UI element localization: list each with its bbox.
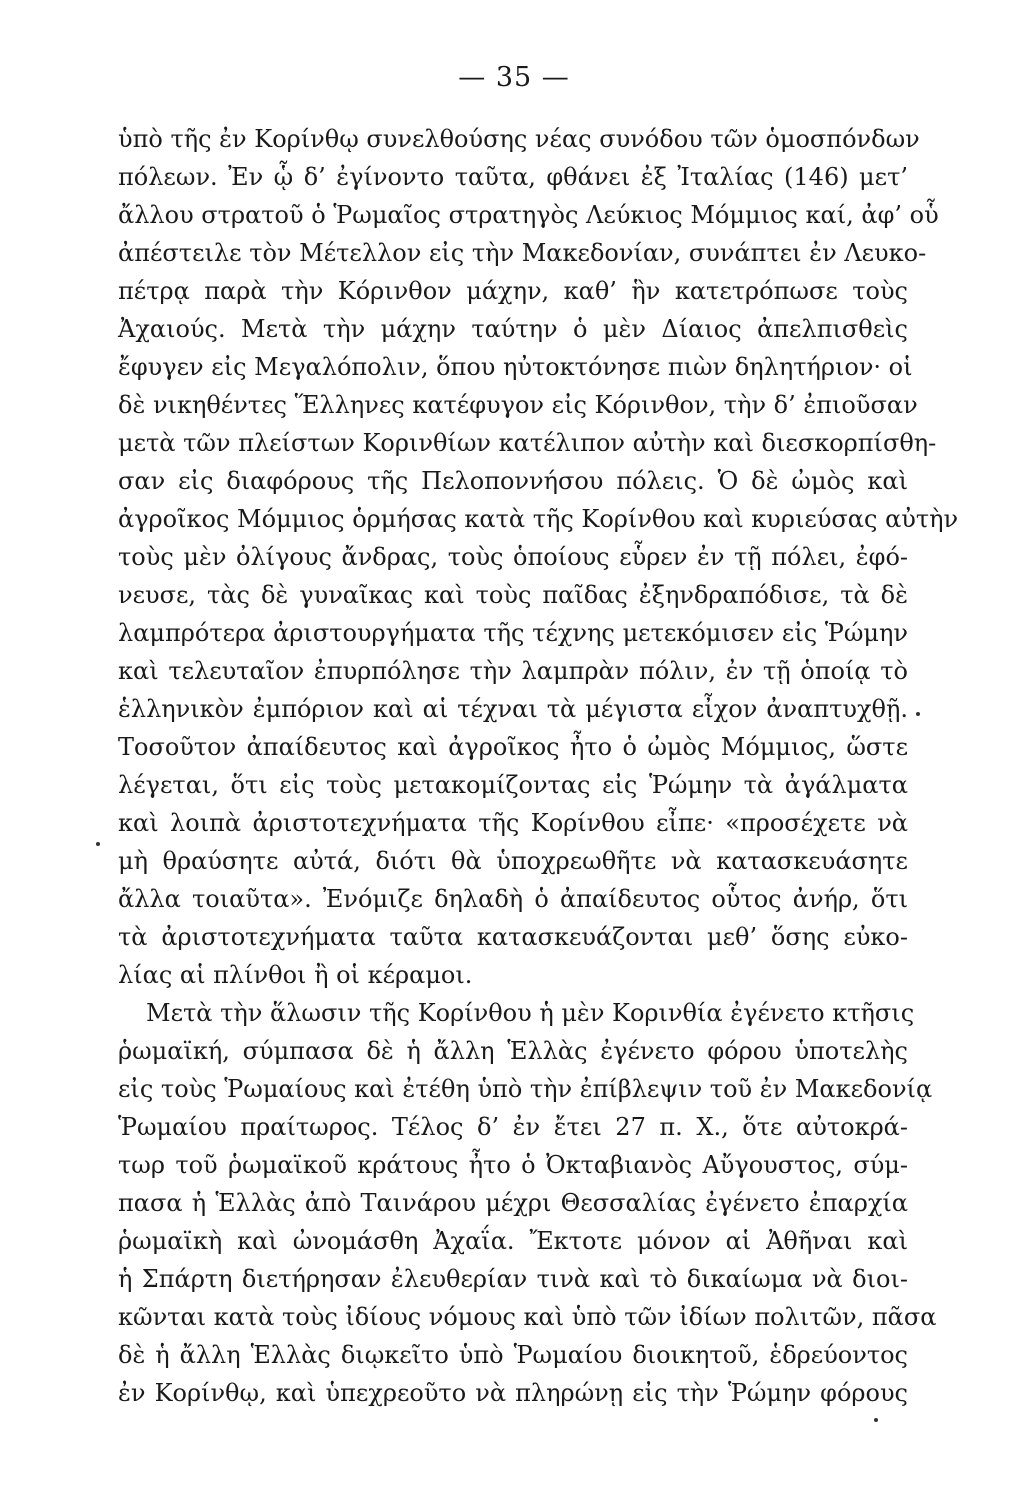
text-line: ῥωμαϊκή, σύμπασα δὲ ἡ ἄλλη Ἑλλὰς ἐγένετο φόρου ὑποτελὴς	[118, 1037, 908, 1065]
text-line: πασα ἡ Ἑλλὰς ἀπὸ Ταινάρου μέχρι Θεσσαλίας ἐγένετο ἐπαρχία	[118, 1189, 908, 1217]
text-line: τοὺς μὲν ὀλίγους ἄνδρας, τοὺς ὁποίους εὗρεν ἐν τῇ πόλει, ἐφό-	[118, 543, 908, 571]
text-line: ὑπὸ τῆς ἐν Κορίνθῳ συνελθούσης νέας συνόδου τῶν ὁμοσπόνδων	[118, 125, 920, 153]
text-line: Ῥωμαίου πραίτωρος. Τέλος δ’ ἐν ἔτει 27 π. Χ., ὅτε αὐτοκρά-	[118, 1113, 908, 1141]
text-line: λέγεται, ὅτι εἰς τοὺς μετακομίζοντας εἰς Ῥώμην τὰ ἀγάλματα	[118, 771, 908, 799]
text-line: ἑλληνικὸν ἐμπόριον καὶ αἱ τέχναι τὰ μέγιστα εἶχον ἀναπτυχθῇ.	[118, 695, 908, 723]
text-line: Τοσοῦτον ἀπαίδευτος καὶ ἀγροῖκος ἦτο ὁ ὠμὸς Μόμμιος, ὥστε	[118, 733, 908, 761]
ink-speck	[96, 842, 100, 846]
text-line: πέτρᾳ παρὰ τὴν Κόρινθον μάχην, καθ’ ἣν κατετρόπωσε τοὺς	[118, 277, 908, 305]
text-line: νευσε, τὰς δὲ γυναῖκας καὶ τοὺς παῖδας ἐξηνδραπόδισε, τὰ δὲ	[118, 581, 908, 609]
ink-speck	[874, 1418, 878, 1422]
text-line: λίας αἱ πλίνθοι ἢ οἱ κέραμοι.	[118, 961, 473, 989]
text-line: δὲ ἡ ἄλλη Ἑλλὰς διῳκεῖτο ὑπὸ Ῥωμαίου διοικητοῦ, ἑδρεύοντος	[118, 1341, 908, 1369]
text-line: ἄλλα τοιαῦτα». Ἐνόμιζε δηλαδὴ ὁ ἀπαίδευτος οὗτος ἀνήρ, ὅτι	[118, 885, 908, 913]
text-line: κῶνται κατὰ τοὺς ἰδίους νόμους καὶ ὑπὸ τῶν ἰδίων πολιτῶν, πᾶσα	[118, 1303, 937, 1331]
text-line: δὲ νικηθέντες Ἕλληνες κατέφυγον εἰς Κόρινθον, τὴν δ’ ἐπιοῦσαν	[118, 391, 918, 419]
body-text	[118, 120, 959, 1412]
text-line: τὰ ἀριστοτεχνήματα ταῦτα κατασκευάζονται μεθ’ ὅσης εὐκο-	[118, 923, 908, 951]
text-line: καὶ λοιπὰ ἀριστοτεχνήματα τῆς Κορίνθου εἶπε· «προσέχετε νὰ	[118, 809, 908, 837]
ink-speck	[916, 712, 920, 716]
text-line: ἡ Σπάρτη διετήρησαν ἐλευθερίαν τινὰ καὶ τὸ δικαίωμα νὰ διοι-	[118, 1265, 908, 1293]
text-line: ῥωμαϊκὴ καὶ ὠνομάσθη Ἀχαΐα. Ἔκτοτε μόνον αἱ Ἀθῆναι καὶ	[118, 1227, 908, 1255]
text-line: καὶ τελευταῖον ἐπυρπόλησε τὴν λαμπρὰν πόλιν, ἐν τῇ ὁποίᾳ τὸ	[118, 657, 908, 685]
text-line: πόλεων. Ἐν ᾧ δ’ ἐγίνοντο ταῦτα, φθάνει ἐξ Ἰταλίας (146) μετ’	[118, 163, 908, 191]
text-line: μετὰ τῶν πλείστων Κορινθίων κατέλιπον αὐτὴν καὶ διεσκορπίσθη-	[118, 429, 937, 457]
text-line: τωρ τοῦ ῥωμαϊκοῦ κράτους ἦτο ὁ Ὀκταβιανὸς Αὔγουστος, σύμ-	[118, 1151, 908, 1179]
text-line: ἄλλου στρατοῦ ὁ Ῥωμαῖος στρατηγὸς Λεύκιος Μόμμιος καί, ἀφ’ οὗ	[118, 201, 939, 229]
text-line: λαμπρότερα ἀριστουργήματα τῆς τέχνης μετεκόμισεν εἰς Ῥώμην	[118, 619, 908, 647]
text-line: Ἀχαιούς. Μετὰ τὴν μάχην ταύτην ὁ μὲν Δίαιος ἀπελπισθεὶς	[118, 315, 908, 343]
text-line: Μετὰ τὴν ἅλωσιν τῆς Κορίνθου ἡ μὲν Κορινθία ἐγένετο κτῆσις	[146, 999, 915, 1027]
text-line: σαν εἰς διαφόρους τῆς Πελοποννήσου πόλεις. Ὁ δὲ ὠμὸς καὶ	[118, 467, 908, 495]
text-line: ἔφυγεν εἰς Μεγαλόπολιν, ὅπου ηὐτοκτόνησε πιὼν δηλητήριον· οἱ	[118, 353, 913, 381]
text-line: εἰς τοὺς Ῥωμαίους καὶ ἐτέθη ὑπὸ τὴν ἐπίβλεψιν τοῦ ἐν Μακεδονίᾳ	[118, 1075, 933, 1103]
page-number: — 35 —	[458, 62, 570, 93]
text-line: ἀγροῖκος Μόμμιος ὁρμήσας κατὰ τῆς Κορίνθου καὶ κυριεύσας αὐτὴν	[118, 505, 959, 533]
text-line: ἀπέστειλε τὸν Μέτελλον εἰς τὴν Μακεδονίαν, συνάπτει ἐν Λευκο-	[118, 239, 927, 267]
text-line: μὴ θραύσητε αὐτά, διότι θὰ ὑποχρεωθῆτε νὰ κατασκευάσητε	[118, 847, 908, 875]
text-line: ἐν Κορίνθῳ, καὶ ὑπεχρεοῦτο νὰ πληρώνῃ εἰς τὴν Ῥώμην φόρους	[118, 1379, 908, 1407]
